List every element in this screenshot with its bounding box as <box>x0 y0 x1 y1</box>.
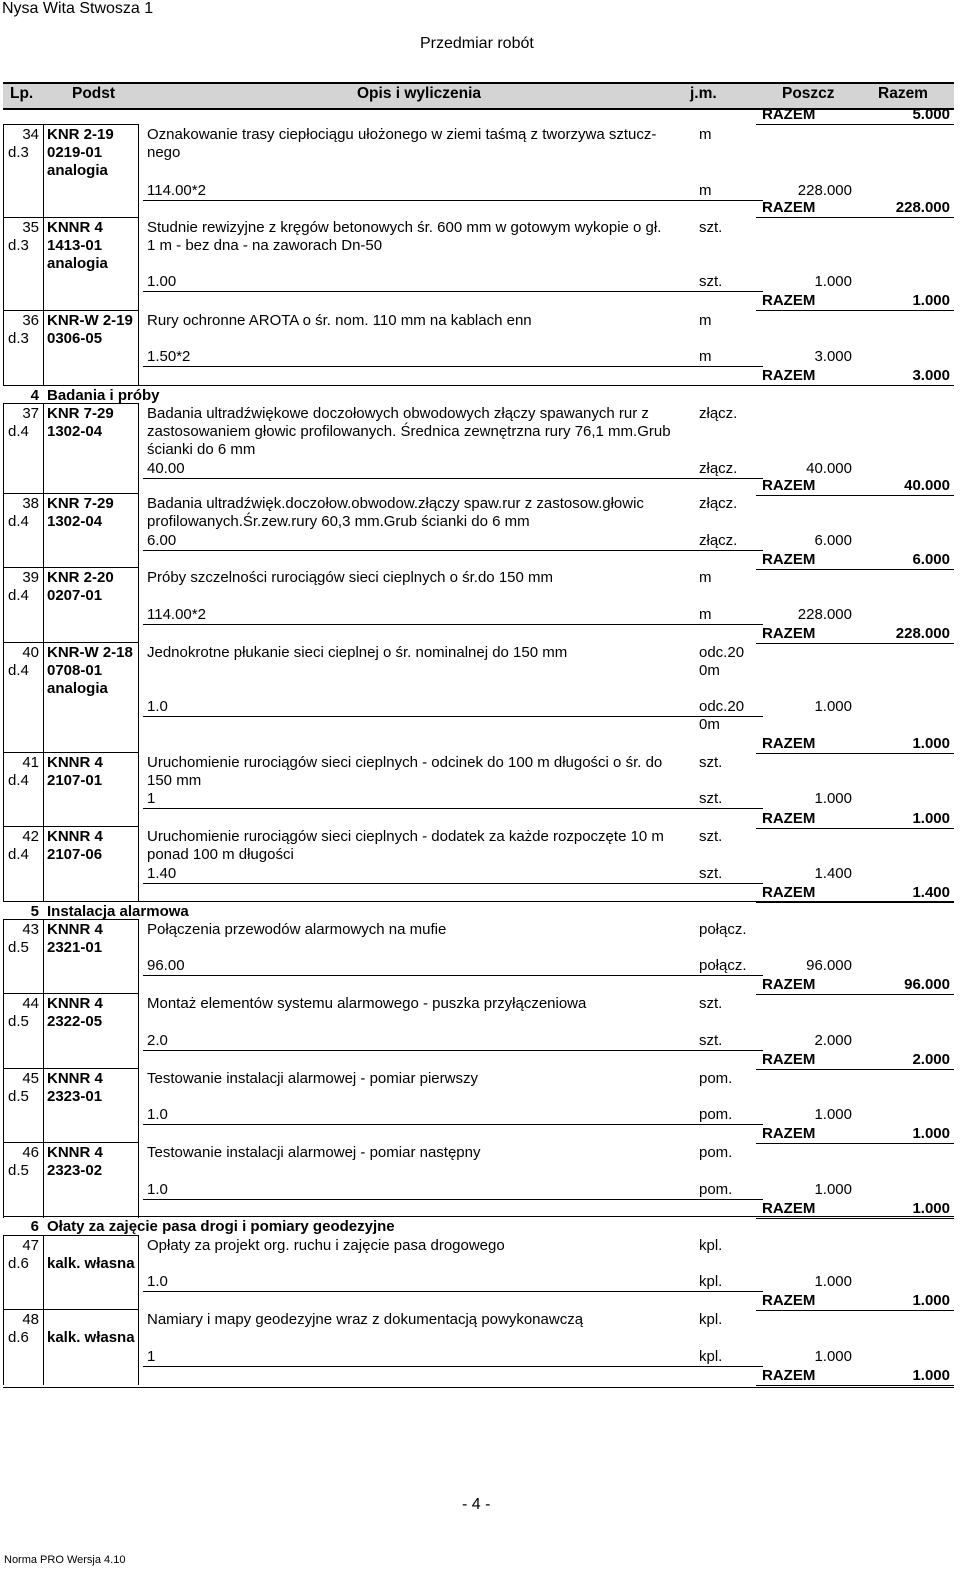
item-lp: 35 <box>22 219 39 236</box>
item-left-border <box>3 217 4 310</box>
item-unit: kpl. <box>699 1311 723 1328</box>
item-code: KNNR 4 <box>47 219 103 236</box>
razem-label: RAZEM <box>762 1125 816 1142</box>
razem-line <box>756 1310 954 1311</box>
razem-line <box>756 994 954 995</box>
razem-line <box>756 217 954 218</box>
calc-line <box>143 1050 763 1051</box>
column-header-podst: Podst <box>72 85 116 102</box>
item-code-border <box>43 826 44 902</box>
item-description: Studnie rewizyjne z kręgów betonowych śr. 600 mm w gotowym wykopie o gł. <box>147 219 662 236</box>
item-code: KNR 7-29 <box>47 495 114 512</box>
razem-label: RAZEM <box>762 1367 816 1384</box>
item-code-border-right <box>138 1235 139 1310</box>
item-unit: m <box>699 312 712 329</box>
item-calc-unit: połącz. <box>699 957 747 974</box>
item-description: 1 m - bez dna - na zaworach Dn-50 <box>147 237 383 254</box>
razem-line <box>756 1069 954 1070</box>
item-unit: złącz. <box>699 405 738 422</box>
item-calculation: 96.00 <box>147 957 185 974</box>
item-code: KNNR 4 <box>47 1070 103 1087</box>
item-poszcz: 1.000 <box>814 1273 852 1290</box>
item-separator <box>3 1309 138 1310</box>
item-poszcz: 1.000 <box>814 1181 852 1198</box>
item-poszcz: 1.400 <box>814 865 852 882</box>
item-unit: m <box>699 126 712 143</box>
item-left-border <box>3 1068 4 1143</box>
razem-value: 1.000 <box>912 1367 950 1384</box>
razem-line <box>756 1218 954 1219</box>
item-code-border-right <box>138 567 139 643</box>
item-description: Połączenia przewodów alarmowych na mufie <box>147 921 447 938</box>
item-code-border <box>43 403 44 495</box>
item-calculation: 1 <box>147 1348 156 1365</box>
item-dz: d.4 <box>8 423 29 440</box>
item-left-border <box>3 1142 4 1218</box>
item-left-border <box>3 642 4 753</box>
item-code: analogia <box>47 680 108 697</box>
razem-label: RAZEM <box>762 884 816 901</box>
item-code: 2323-01 <box>47 1088 103 1105</box>
razem-value: 96.000 <box>904 976 950 993</box>
item-description: Opłaty za projekt org. ruchu i zajęcie pasa drogowego <box>147 1237 505 1254</box>
item-calc-unit: złącz. <box>699 532 738 549</box>
item-separator <box>3 567 138 568</box>
item-code-border-right <box>138 752 139 828</box>
item-calc-unit: szt. <box>699 1032 723 1049</box>
column-header-opis: Opis i wyliczenia <box>357 85 482 102</box>
item-lp: 47 <box>22 1237 39 1254</box>
item-unit: m <box>699 569 712 586</box>
item-separator <box>3 642 138 643</box>
item-code-border <box>43 217 44 310</box>
item-poszcz: 228.000 <box>797 606 852 623</box>
item-description: Uruchomienie rurociągów sieci cieplnych - dodatek za każde rozpoczęte 10 m <box>147 828 664 845</box>
razem-value: 228.000 <box>895 625 950 642</box>
item-code-border-right <box>138 124 139 217</box>
column-header-razem: Razem <box>878 85 928 102</box>
section-title: Ołaty za zajęcie pasa drogi i pomiary geodezyjne <box>47 1218 395 1235</box>
item-dz: d.3 <box>8 144 29 161</box>
section-line <box>3 1216 954 1217</box>
calc-line <box>143 1199 763 1200</box>
item-description: zastosowaniem głowic profilowanych. Średnica zewnętrzna rury 76,1 mm.Grub <box>147 423 671 440</box>
item-unit: pom. <box>699 1070 733 1087</box>
razem-line <box>756 495 954 496</box>
item-code: KNR 2-20 <box>47 569 114 586</box>
calc-line <box>143 550 763 551</box>
item-unit: szt. <box>699 828 723 845</box>
item-code: KNR-W 2-18 <box>47 644 133 661</box>
item-code: 0708-01 <box>47 662 103 679</box>
item-left-border <box>3 124 4 217</box>
section-line <box>3 385 954 386</box>
item-poszcz: 1.000 <box>814 273 852 290</box>
item-calc-unit: m <box>699 182 712 199</box>
item-code: 2107-06 <box>47 846 103 863</box>
item-description: Uruchomienie rurociągów sieci cieplnych - odcinek do 100 m długości o śr. do <box>147 754 663 771</box>
item-lp: 43 <box>22 921 39 938</box>
item-dz: d.4 <box>8 513 29 530</box>
razem-label: RAZEM <box>762 551 816 568</box>
item-separator <box>3 310 138 311</box>
item-unit: 0m <box>699 662 720 679</box>
razem-label: RAZEM <box>762 735 816 752</box>
item-poszcz: 2.000 <box>814 1032 852 1049</box>
page-title: Przedmiar robót <box>420 35 534 52</box>
item-code-border <box>43 1309 44 1385</box>
item-description: ścianki do 6 mm <box>147 441 256 458</box>
item-separator <box>3 826 138 827</box>
item-poszcz: 3.000 <box>814 348 852 365</box>
item-calc-unit: m <box>699 606 712 623</box>
item-description: Rury ochronne AROTA o śr. nom. 110 mm na kablach enn <box>147 312 532 329</box>
item-code: 2107-01 <box>47 772 103 789</box>
calc-line <box>143 478 763 479</box>
item-dz: d.6 <box>8 1329 29 1346</box>
item-dz: d.5 <box>8 1162 29 1179</box>
site-name: Nysa Wita Stwosza 1 <box>2 0 154 17</box>
item-lp: 38 <box>22 495 39 512</box>
item-code-border-right <box>138 642 139 753</box>
razem-label: RAZEM <box>762 976 816 993</box>
item-lp: 34 <box>22 126 39 143</box>
razem-value: 1.400 <box>912 884 950 901</box>
item-lp: 48 <box>22 1311 39 1328</box>
razem-label: RAZEM <box>762 810 816 827</box>
item-calc-unit: 0m <box>699 716 720 733</box>
item-dz: d.5 <box>8 939 29 956</box>
item-description: Testowanie instalacji alarmowej - pomiar pierwszy <box>147 1070 478 1087</box>
item-poszcz: 40.000 <box>806 460 852 477</box>
item-separator <box>3 493 138 494</box>
razem-label: RAZEM <box>762 106 816 123</box>
razem-value: 1.000 <box>912 810 950 827</box>
item-description: 150 mm <box>147 772 202 789</box>
item-code: KNR 7-29 <box>47 405 114 422</box>
razem-line <box>756 753 954 754</box>
item-code-border <box>43 1142 44 1218</box>
item-code-border-right <box>138 1142 139 1218</box>
item-lp: 44 <box>22 995 39 1012</box>
item-calculation: 6.00 <box>147 532 177 549</box>
item-dz: d.4 <box>8 846 29 863</box>
item-lp: 40 <box>22 644 39 661</box>
section-title: Instalacja alarmowa <box>47 903 189 920</box>
item-dz: d.3 <box>8 237 29 254</box>
calc-line <box>143 975 763 976</box>
razem-line <box>756 569 954 570</box>
calc-line <box>143 624 763 625</box>
razem-line <box>756 643 954 644</box>
calc-line <box>143 1124 763 1125</box>
razem-line <box>756 310 954 311</box>
software-footer: Norma PRO Wersja 4.10 <box>4 1554 126 1566</box>
item-calculation: 114.00*2 <box>147 182 206 199</box>
item-lp: 39 <box>22 569 39 586</box>
item-calc-unit: odc.20 <box>699 698 745 715</box>
razem-value: 2.000 <box>912 1051 950 1068</box>
item-left-border <box>3 993 4 1069</box>
item-poszcz: 6.000 <box>814 532 852 549</box>
item-separator <box>3 1068 138 1069</box>
razem-label: RAZEM <box>762 367 816 384</box>
item-code-border-right <box>138 1068 139 1143</box>
item-description: ponad 100 m długości <box>147 846 294 863</box>
item-unit: połącz. <box>699 921 747 938</box>
item-code: kalk. własna <box>47 1329 135 1346</box>
item-calc-unit: pom. <box>699 1181 733 1198</box>
razem-value: 1.000 <box>912 1125 950 1142</box>
item-calc-unit: szt. <box>699 865 723 882</box>
razem-label: RAZEM <box>762 625 816 642</box>
calc-line <box>143 883 763 884</box>
item-description: Namiary i mapy geodezyjne wraz z dokumentacją powykonawczą <box>147 1311 584 1328</box>
calc-line <box>143 1291 763 1292</box>
item-left-border <box>3 403 4 495</box>
item-dz: d.5 <box>8 1013 29 1030</box>
razem-line <box>756 124 954 125</box>
razem-label: RAZEM <box>762 292 816 309</box>
item-poszcz: 1.000 <box>814 1106 852 1123</box>
section-number: 6 <box>30 1218 39 1235</box>
item-code: 0219-01 <box>47 144 103 161</box>
item-lp: 42 <box>22 828 39 845</box>
item-description: profilowanych.Śr.zew.rury 60,3 mm.Grub ścianki do 6 mm <box>147 513 530 530</box>
item-separator <box>3 124 138 125</box>
item-calc-unit: m <box>699 348 712 365</box>
item-code-border-right <box>138 493 139 569</box>
item-calculation: 1.0 <box>147 1181 168 1198</box>
calc-line <box>143 200 763 201</box>
item-code: KNR-W 2-19 <box>47 312 133 329</box>
section-title: Badania i próby <box>47 387 160 404</box>
item-calc-unit: szt. <box>699 273 723 290</box>
column-header-poszcz: Poszcz <box>782 85 835 102</box>
item-calculation: 1.40 <box>147 865 177 882</box>
item-calculation: 1.50*2 <box>147 348 191 365</box>
item-separator <box>3 993 138 994</box>
item-code-border-right <box>138 919 139 994</box>
item-poszcz: 1.000 <box>814 698 852 715</box>
item-dz: d.4 <box>8 772 29 789</box>
item-code-border <box>43 567 44 643</box>
item-calculation: 1.0 <box>147 1273 168 1290</box>
item-poszcz: 96.000 <box>806 957 852 974</box>
item-code-border <box>43 124 44 217</box>
item-separator <box>3 1142 138 1143</box>
item-dz: d.6 <box>8 1255 29 1272</box>
item-description: Próby szczelności rurociągów sieci cieplnych o śr.do 150 mm <box>147 569 554 586</box>
item-calculation: 2.0 <box>147 1032 168 1049</box>
razem-label: RAZEM <box>762 199 816 216</box>
calc-line <box>143 808 763 809</box>
item-dz: d.4 <box>8 587 29 604</box>
razem-label: RAZEM <box>762 1051 816 1068</box>
item-code: kalk. własna <box>47 1255 135 1272</box>
item-calc-unit: pom. <box>699 1106 733 1123</box>
section-number: 5 <box>30 903 39 920</box>
razem-value: 1.000 <box>912 735 950 752</box>
item-separator <box>3 752 138 753</box>
item-code: 2322-05 <box>47 1013 103 1030</box>
item-unit: szt. <box>699 995 723 1012</box>
calc-line <box>143 366 763 367</box>
item-code: KNNR 4 <box>47 995 103 1012</box>
item-description: Jednokrotne płukanie sieci cieplnej o śr. nominalnej do 150 mm <box>147 644 568 661</box>
razem-line <box>756 902 954 903</box>
item-description: Badania ultradźwięk.doczołow.obwodow.złączy spaw.rur z zastosow.głowic <box>147 495 644 512</box>
razem-label: RAZEM <box>762 1292 816 1309</box>
item-lp: 36 <box>22 312 39 329</box>
item-left-border <box>3 310 4 385</box>
table-bottom-line <box>3 1387 954 1388</box>
item-description: nego <box>147 144 181 161</box>
item-unit: kpl. <box>699 1237 723 1254</box>
column-header-lp: Lp. <box>10 85 34 102</box>
item-code: 2323-02 <box>47 1162 103 1179</box>
item-code: 0306-05 <box>47 330 103 347</box>
razem-line <box>756 1385 954 1386</box>
item-lp: 46 <box>22 1144 39 1161</box>
item-calc-unit: kpl. <box>699 1273 723 1290</box>
item-code: 1302-04 <box>47 423 103 440</box>
item-code-border-right <box>138 1309 139 1385</box>
item-code: 0207-01 <box>47 587 103 604</box>
item-left-border <box>3 752 4 828</box>
razem-value: 40.000 <box>904 477 950 494</box>
item-code-border-right <box>138 826 139 902</box>
item-left-border <box>3 826 4 902</box>
item-calculation: 1.0 <box>147 1106 168 1123</box>
item-left-border <box>3 1309 4 1385</box>
item-description: Montaż elementów systemu alarmowego - puszka przyłączeniowa <box>147 995 587 1012</box>
item-code: 2321-01 <box>47 939 103 956</box>
item-separator <box>3 1235 138 1236</box>
item-description: Badania ultradźwiękowe doczołowych obwodowych złączy spawanych rur z <box>147 405 649 422</box>
item-code: KNNR 4 <box>47 754 103 771</box>
calc-line <box>143 1366 763 1367</box>
item-left-border <box>3 1235 4 1310</box>
calc-line <box>143 716 763 717</box>
razem-value: 228.000 <box>895 199 950 216</box>
razem-value: 3.000 <box>912 367 950 384</box>
item-calc-unit: złącz. <box>699 460 738 477</box>
item-code-border <box>43 993 44 1069</box>
item-dz: d.4 <box>8 662 29 679</box>
column-header-jm: j.m. <box>690 85 717 102</box>
item-dz: d.3 <box>8 330 29 347</box>
razem-line <box>756 828 954 829</box>
item-code-border <box>43 1068 44 1143</box>
item-description: Oznakowanie trasy ciepłociągu ułożonego w ziemi taśmą z tworzywa sztucz- <box>147 126 657 143</box>
razem-label: RAZEM <box>762 477 816 494</box>
item-unit: szt. <box>699 219 723 236</box>
item-code-border-right <box>138 310 139 385</box>
item-left-border <box>3 493 4 569</box>
item-unit: złącz. <box>699 495 738 512</box>
item-code: analogia <box>47 255 108 272</box>
section-line <box>3 901 954 902</box>
razem-label: RAZEM <box>762 1200 816 1217</box>
item-code-border <box>43 493 44 569</box>
item-code: KNR 2-19 <box>47 126 114 143</box>
item-code-border <box>43 642 44 753</box>
item-code: KNNR 4 <box>47 921 103 938</box>
razem-value: 5.000 <box>912 106 950 123</box>
item-code: 1413-01 <box>47 237 103 254</box>
item-code: analogia <box>47 162 108 179</box>
item-calc-unit: szt. <box>699 790 723 807</box>
item-poszcz: 1.000 <box>814 1348 852 1365</box>
item-code: KNNR 4 <box>47 828 103 845</box>
calc-line <box>143 291 763 292</box>
razem-line <box>756 1143 954 1144</box>
section-number: 4 <box>30 387 39 404</box>
item-code-border-right <box>138 403 139 495</box>
razem-value: 1.000 <box>912 1200 950 1217</box>
razem-value: 6.000 <box>912 551 950 568</box>
item-poszcz: 228.000 <box>797 182 852 199</box>
item-unit: pom. <box>699 1144 733 1161</box>
item-code: 1302-04 <box>47 513 103 530</box>
item-code-border <box>43 310 44 385</box>
item-unit: odc.20 <box>699 644 745 661</box>
item-description: Testowanie instalacji alarmowej - pomiar następny <box>147 1144 481 1161</box>
item-code: KNNR 4 <box>47 1144 103 1161</box>
item-calculation: 1.0 <box>147 698 168 715</box>
item-calculation: 114.00*2 <box>147 606 206 623</box>
item-code-border <box>43 752 44 828</box>
item-code-border <box>43 919 44 994</box>
razem-value: 1.000 <box>912 1292 950 1309</box>
item-code-border-right <box>138 217 139 310</box>
page-number: - 4 - <box>462 1496 491 1513</box>
item-poszcz: 1.000 <box>814 790 852 807</box>
item-unit: szt. <box>699 754 723 771</box>
item-calculation: 1 <box>147 790 156 807</box>
item-dz: d.5 <box>8 1088 29 1105</box>
item-lp: 41 <box>22 754 39 771</box>
item-left-border <box>3 919 4 994</box>
item-lp: 37 <box>22 405 39 422</box>
item-calculation: 1.00 <box>147 273 177 290</box>
item-left-border <box>3 567 4 643</box>
item-lp: 45 <box>22 1070 39 1087</box>
item-code-border-right <box>138 993 139 1069</box>
item-code-border <box>43 1235 44 1310</box>
item-calculation: 40.00 <box>147 460 185 477</box>
item-separator <box>3 217 138 218</box>
razem-value: 1.000 <box>912 292 950 309</box>
item-calc-unit: kpl. <box>699 1348 723 1365</box>
